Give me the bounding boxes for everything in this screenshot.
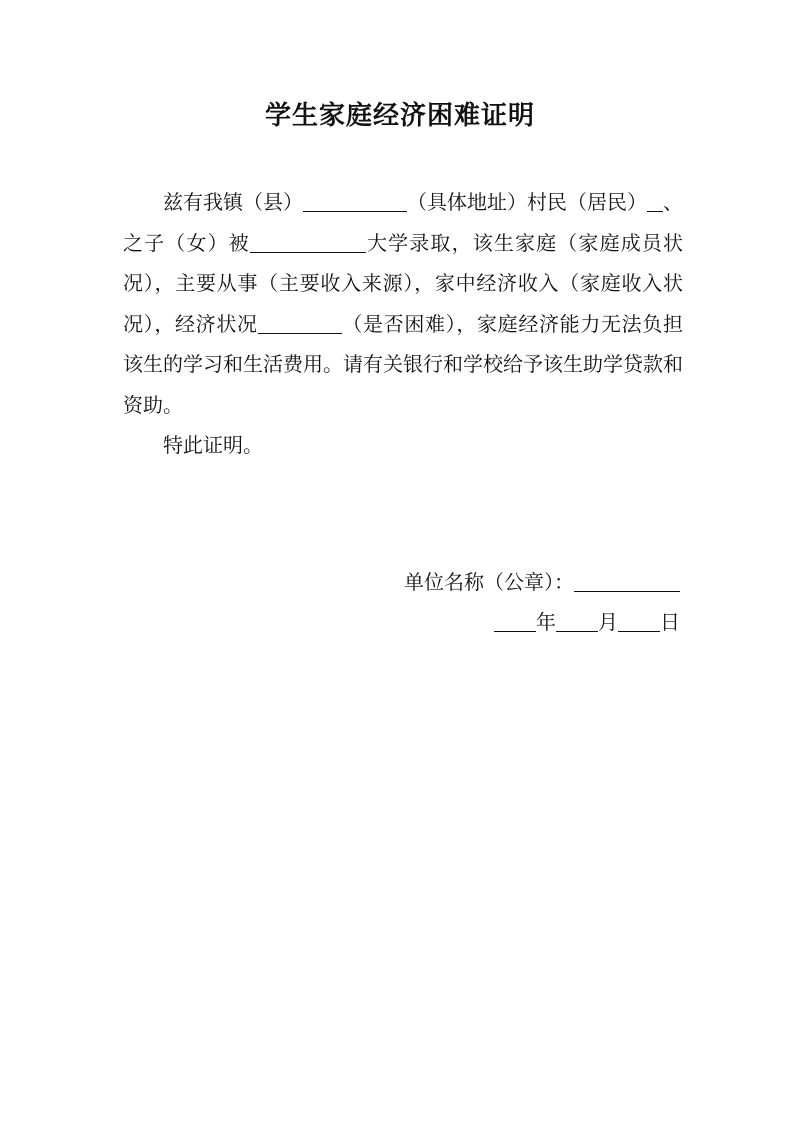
body-text-segment: （是否困难），家庭经济能力无法负担该生的学习和生活费用。请有关银行和学校给予该生助学贷款和资助。 (123, 311, 684, 417)
month-label: 月 (598, 610, 618, 634)
day-label: 日 (660, 610, 680, 634)
body-text-segment: 兹有我镇（县） (163, 190, 303, 214)
day-blank (618, 609, 660, 632)
month-blank (556, 609, 598, 632)
name-blank (647, 189, 663, 212)
body-text-segment: 大学录取，该生家庭（家庭成员状况），主要从事（主要收入来源），家中经济收入（家庭收入状况），经济状况 (123, 230, 684, 336)
body-paragraph (123, 182, 683, 425)
certificate-body (123, 182, 683, 466)
unit-name-blank (574, 569, 680, 592)
year-blank (494, 609, 536, 632)
signature-block (376, 562, 680, 642)
university-blank (250, 230, 366, 253)
closing-paragraph: 特此证明。 (163, 433, 263, 457)
year-label: 年 (536, 610, 556, 634)
unit-name-line (376, 562, 680, 602)
body-text-segment: 、之子（女）被 (123, 190, 683, 255)
economic-status-blank (258, 311, 342, 334)
date-line (376, 602, 680, 642)
body-text-segment: （具体地址）村民（居民） (407, 190, 647, 214)
address-blank (303, 189, 407, 212)
page-title: 学生家庭经济困难证明 (264, 101, 535, 131)
unit-name-label: 单位名称（公章）： (404, 570, 574, 594)
